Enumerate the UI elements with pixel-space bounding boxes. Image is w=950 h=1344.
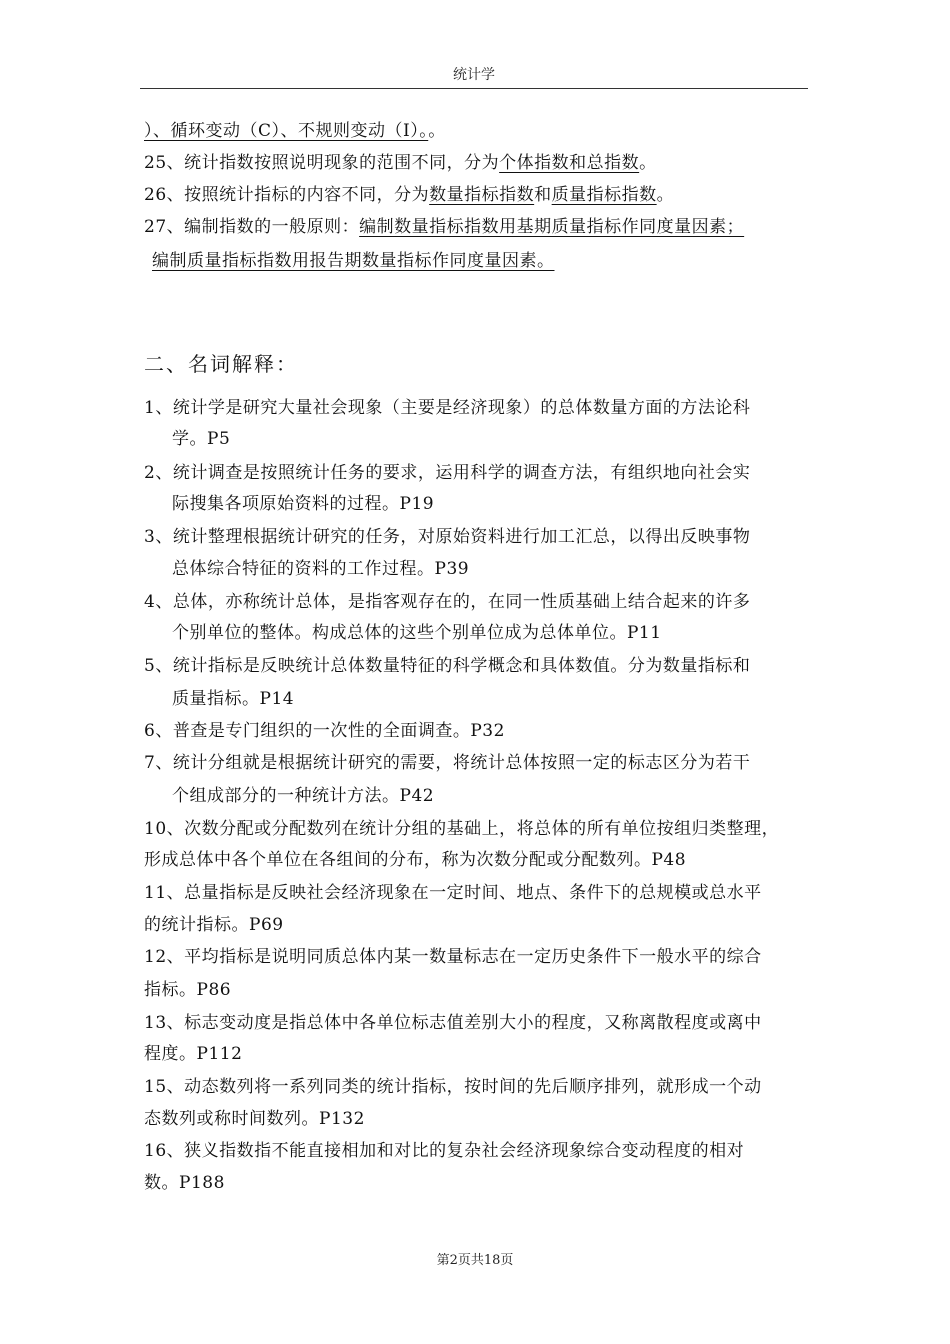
definition-line: 态数列或称时间数列。P132 bbox=[144, 1109, 365, 1129]
header-divider bbox=[140, 88, 808, 89]
definition-line: 5、统计指标是反映统计总体数量特征的科学概念和具体数值。分为数量指标和 bbox=[144, 656, 751, 676]
definition-line: 质量指标。P14 bbox=[172, 689, 295, 709]
definition-line: 1、统计学是研究大量社会现象（主要是经济现象）的总体数量方面的方法论科 bbox=[144, 398, 751, 418]
definition-line: 际搜集各项原始资料的过程。P19 bbox=[172, 494, 435, 514]
definition-line: 15、动态数列将一系列同类的统计指标，按时间的先后顺序排列，就形成一个动 bbox=[144, 1077, 762, 1097]
running-header: 统计学 bbox=[453, 67, 495, 83]
definition-line: 13、标志变动度是指总体中各单位标志值差别大小的程度，又称离散程度或离中 bbox=[144, 1013, 762, 1033]
answer-text: 。 bbox=[656, 185, 675, 205]
definition-line: 2、统计调查是按照统计任务的要求，运用科学的调查方法，有组织地向社会实 bbox=[144, 463, 751, 483]
definition-line: 总体综合特征的资料的工作过程。P39 bbox=[172, 559, 470, 579]
answer-text: 。 bbox=[639, 153, 657, 173]
underlined-answer: 数量指标指数 bbox=[429, 185, 535, 205]
definition-line: 12、平均指标是说明同质总体内某一数量标志在一定历史条件下一般水平的综合 bbox=[144, 947, 762, 967]
definition-line: 个组成部分的一种统计方法。P42 bbox=[172, 786, 435, 806]
answer-line bbox=[152, 250, 555, 272]
definition-line: 个别单位的整体。构成总体的这些个别单位成为总体单位。P11 bbox=[172, 623, 662, 643]
answer-line bbox=[144, 184, 674, 206]
section-title: 二、名词解释： bbox=[144, 352, 298, 376]
answer-line bbox=[144, 216, 744, 238]
underlined-answer: 个体指数和总指数 bbox=[499, 153, 640, 173]
definition-line: 3、统计整理根据统计研究的任务，对原始资料进行加工汇总，以得出反映事物 bbox=[144, 527, 751, 547]
underlined-answer: 编制质量指标指数用报告期数量指标作同度量因素。 bbox=[152, 251, 555, 271]
answer-text: 26、按照统计指标的内容不同，分为 bbox=[144, 185, 430, 205]
definition-line: 的统计指标。P69 bbox=[144, 915, 284, 935]
answer-text: 。 bbox=[428, 121, 446, 141]
definition-line: 形成总体中各个单位在各组间的分布，称为次数分配或分配数列。P48 bbox=[144, 850, 687, 870]
definition-line: 学。P5 bbox=[172, 429, 231, 449]
answer-text: 25、统计指数按照说明现象的范围不同，分为 bbox=[144, 153, 500, 173]
definition-line: 10、次数分配或分配数列在统计分组的基础上，将总体的所有单位按组归类整理， bbox=[144, 819, 780, 839]
underlined-answer: ）、循环变动（C）、不规则变动（I）。 bbox=[144, 121, 429, 141]
definition-line: 16、狭义指数指不能直接相加和对比的复杂社会经济现象综合变动程度的相对 bbox=[144, 1141, 745, 1161]
page-number: 第2页共18页 bbox=[436, 1253, 514, 1268]
definition-line: 11、总量指标是反映社会经济现象在一定时间、地点、条件下的总规模或总水平 bbox=[144, 883, 762, 903]
definition-line: 7、统计分组就是根据统计研究的需要，将统计总体按照一定的标志区分为若干 bbox=[144, 753, 751, 773]
underlined-answer: 编制数量指标指数用基期质量指标作同度量因素； bbox=[359, 217, 745, 237]
answer-line bbox=[144, 152, 657, 174]
answer-line bbox=[144, 120, 446, 142]
definition-line: 6、普查是专门组织的一次性的全面调查。P32 bbox=[144, 721, 505, 741]
definition-line: 指标。P86 bbox=[144, 980, 232, 1000]
definition-line: 程度。P112 bbox=[144, 1044, 243, 1064]
answer-text: 和 bbox=[534, 185, 552, 205]
answer-text: 27、编制指数的一般原则： bbox=[144, 217, 360, 237]
definition-line: 4、总体，亦称统计总体，是指客观存在的，在同一性质基础上结合起来的许多 bbox=[144, 592, 751, 612]
underlined-answer: 质量指标指数 bbox=[551, 185, 657, 205]
definition-line: 数。P188 bbox=[144, 1173, 225, 1193]
